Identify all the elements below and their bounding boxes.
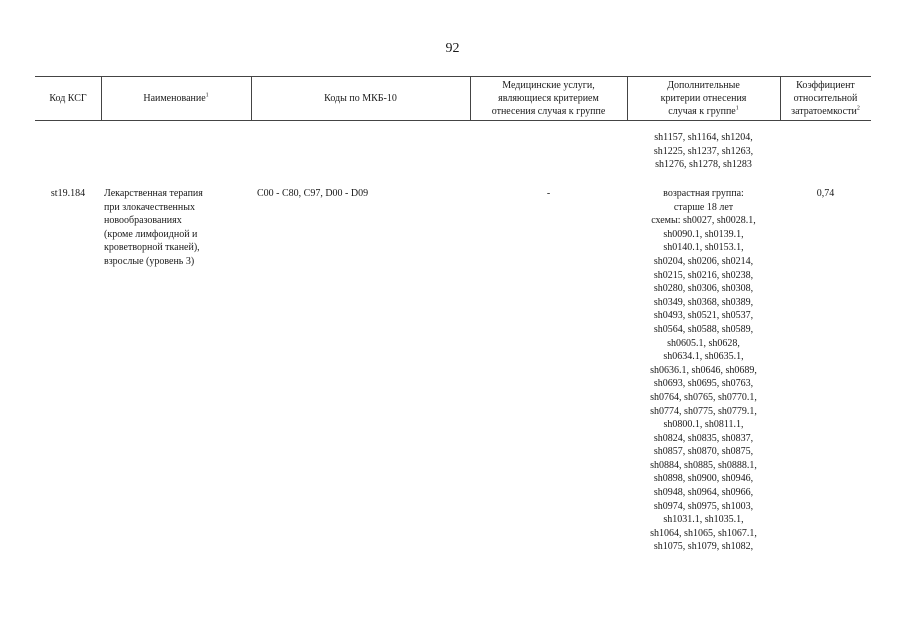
continuation-criteria: sh1157, sh1164, sh1204, sh1225, sh1237, sh1263, sh1276, sh1278, sh1283 (653, 132, 754, 171)
header-code: Код КСГ (49, 92, 87, 104)
row-services: - (546, 188, 551, 199)
row-code: st19.184 (50, 188, 86, 199)
row-name: Лекарственная терапия при злокачественных новообразованиях (кроме лимфоидной и кроветворной тканей), взрослые (уровень 3) (104, 188, 203, 267)
row-coef: 0,74 (816, 188, 835, 199)
header-bottom-border (35, 120, 871, 121)
row-criteria: возрастная группа: старше 18 лет схемы: sh0027, sh0028.1, sh0090.1, sh0139.1, sh0140.1, sh0153.1, sh0204, sh0206, sh0214, sh0215, sh0216, sh0238, sh0280, sh0306, sh0308, sh0349, sh0368, sh0389, sh0493, sh0521, sh0537, sh0564, sh0588, sh0589, sh0605.1, sh0628, sh0634.1, sh0635.1, sh0636.1, sh0646, sh0689, sh0693, sh0695, sh0763, sh0764, sh0765, sh0770.1, sh0774, sh0775, sh0779.1, sh0800.1, sh0811.1, sh0824, sh0835, sh0837, sh0857, sh0870, sh0875, sh0884, sh0885, sh0888.1, sh0898, sh0900, sh0946, sh0948, sh0964, sh0966, sh0974, sh0975, sh1003, sh1031.1, sh1035.1, sh1064, sh1065, sh1067.1, sh1075, sh1079, sh1082, (650, 188, 757, 553)
page-number: 92 (445, 41, 460, 56)
header-mkb: Коды по МКБ-10 (324, 92, 397, 104)
header-name: Наименование$^1$ (143, 92, 209, 104)
row-mkb: C00 - C80, C97, D00 - D09 (257, 188, 369, 199)
header-services: Медицинские услуги, являющиеся критерием отнесения случая к группе (491, 79, 606, 117)
header-coef: Коэффициент относительной затратоемкости$^2$ (791, 79, 860, 117)
header-criteria: Дополнительные критерии отнесения случая к группе$^1$ (660, 79, 747, 117)
